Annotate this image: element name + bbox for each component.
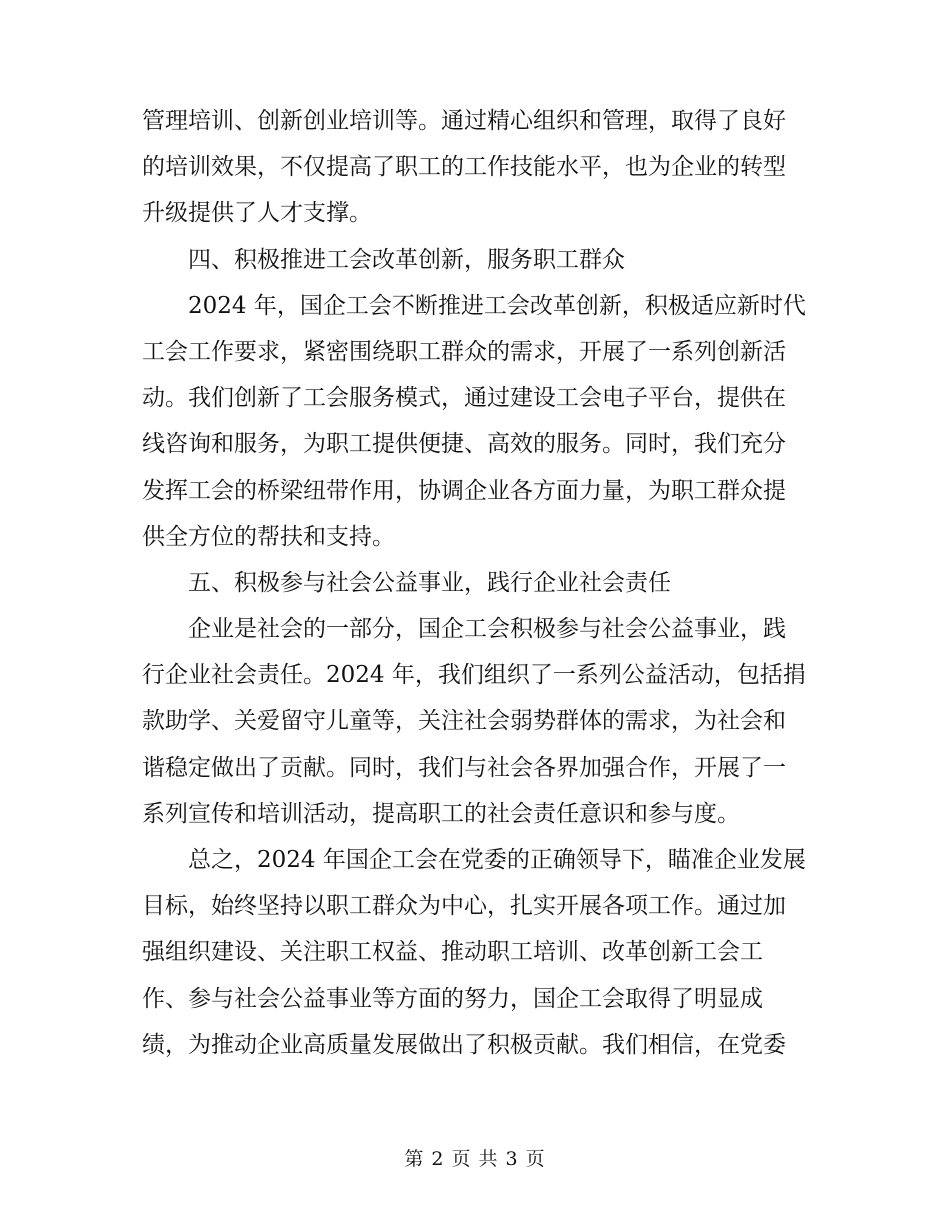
text-line: 升级提供了人才支撑。 <box>142 200 372 227</box>
section-heading: 四、积极推进工会改革创新，服务职工群众 <box>188 246 625 273</box>
page-number: 第 2 页 共 3 页 <box>404 1148 546 1170</box>
body-text <box>142 98 806 1068</box>
text-line: 系列宣传和培训活动，提高职工的社会责任意识和参与度。 <box>142 800 740 827</box>
text-line: 目标，始终坚持以职工群众为中心，扎实开展各项工作。通过加 <box>142 893 786 920</box>
text-line: 强组织建设、关注职工权益、推动职工培训、改革创新工会工 <box>142 939 763 966</box>
text-line: 工会工作要求，紧密围绕职工群众的需求，开展了一系列创新活 <box>142 338 786 365</box>
section-heading: 五、积极参与社会公益事业，践行企业社会责任 <box>188 569 671 596</box>
text-line: 供全方位的帮扶和支持。 <box>142 523 395 550</box>
text-line: 谐稳定做出了贡献。同时，我们与社会各界加强合作，开展了一 <box>142 754 786 781</box>
text-line: 管理培训、创新创业培训等。通过精心组织和管理，取得了良好 <box>142 108 786 134</box>
text-line: 行企业社会责任。2024 年，我们组织了一系列公益活动，包括捐 <box>142 662 806 689</box>
text-line: 2024 年，国企工会不断推进工会改革创新，积极适应新时代 <box>188 292 806 319</box>
text-line: 的培训效果，不仅提高了职工的工作技能水平，也为企业的转型 <box>142 154 786 181</box>
page-footer <box>0 1144 950 1171</box>
text-line: 绩，为推动企业高质量发展做出了积极贡献。我们相信，在党委 <box>142 1031 786 1058</box>
text-line: 企业是社会的一部分，国企工会积极参与社会公益事业，践 <box>188 616 786 643</box>
text-line: 作、参与社会公益事业等方面的努力，国企工会取得了明显成 <box>142 985 763 1012</box>
text-line: 动。我们创新了工会服务模式，通过建设工会电子平台，提供在 <box>142 385 786 412</box>
text-line: 线咨询和服务，为职工提供便捷、高效的服务。同时，我们充分 <box>142 431 786 458</box>
text-line: 发挥工会的桥梁纽带作用，协调企业各方面力量，为职工群众提 <box>142 477 786 504</box>
text-line: 款助学、关爱留守儿童等，关注社会弱势群体的需求，为社会和 <box>142 708 786 735</box>
text-line: 总之，2024 年国企工会在党委的正确领导下，瞄准企业发展 <box>188 847 806 873</box>
